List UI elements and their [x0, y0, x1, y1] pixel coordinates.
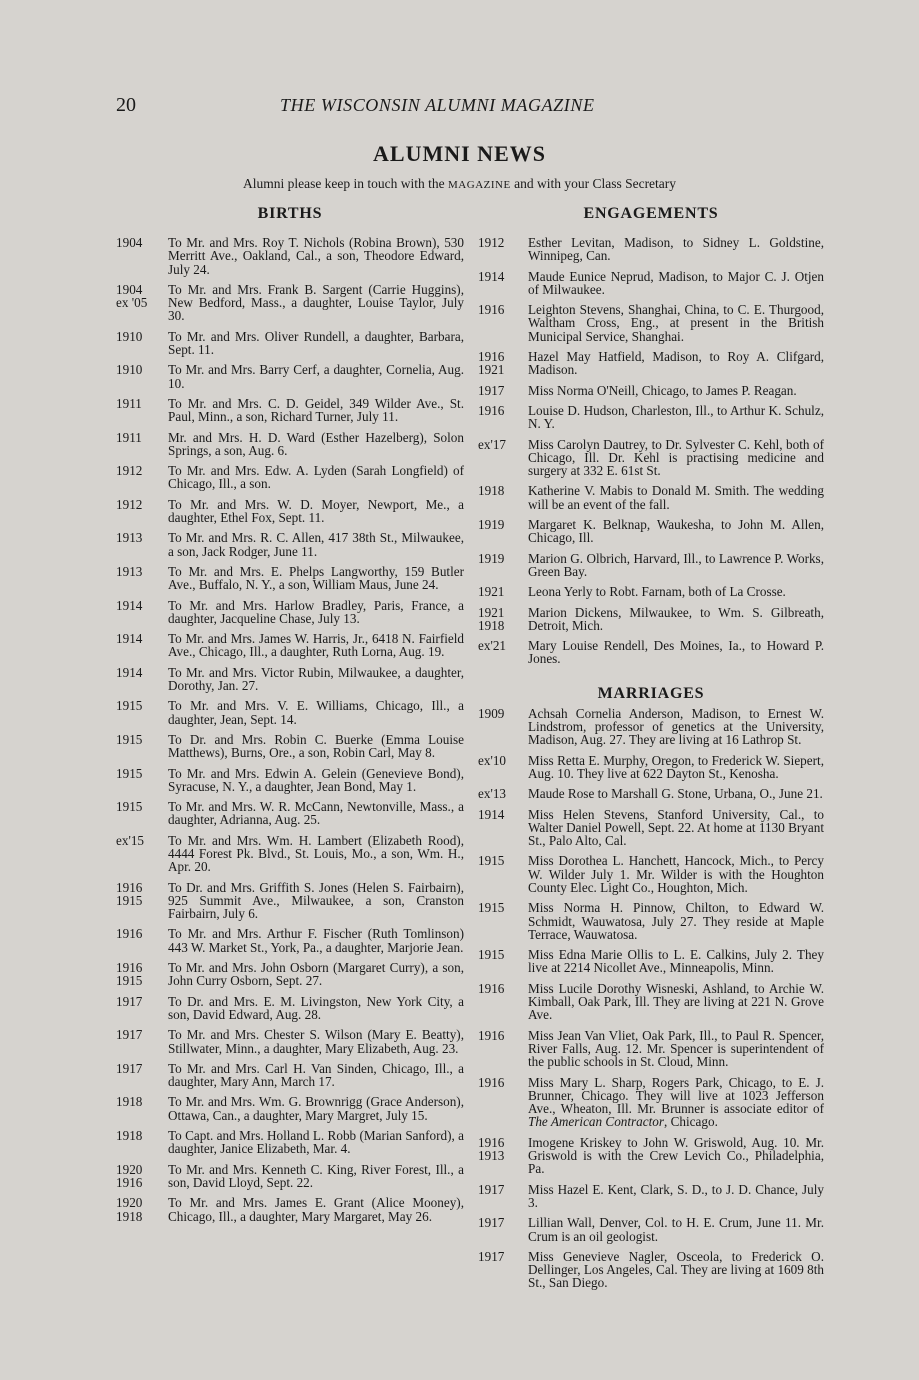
marriage-entry: [478, 1076, 824, 1129]
entry-year: 1917: [478, 1215, 505, 1231]
entry-year: 1916: [478, 402, 505, 418]
marriages-list: [478, 707, 824, 1290]
birth-entry: [116, 666, 464, 693]
entry-text: Miss Hazel E. Kent, Clark, S. D., to J. D. Chance, July 3.: [528, 1181, 824, 1210]
birth-entry: [116, 464, 464, 491]
birth-entry: [116, 397, 464, 424]
marriage-entry: [478, 901, 824, 941]
marriage-entry: [478, 1216, 824, 1243]
engagement-entry: [478, 639, 824, 666]
entry-text: To Mr. and Mrs. V. E. Williams, Chicago, Ill., a daughter, Jean, Sept. 14.: [168, 698, 464, 727]
entry-text: To Mr. and Mrs. Carl H. Van Sinden, Chicago, Ill., a daughter, Mary Ann, March 17.: [168, 1060, 464, 1090]
entry-year: 1917: [478, 1181, 505, 1197]
entry-year: 1916 1913: [478, 1134, 505, 1164]
entry-text: Imogene Kriskey to John W. Griswold, Aug. 10. Mr. Griswold is with the Crew Levich Co., Philadelphia, Pa.: [528, 1134, 824, 1177]
entry-year: 1915: [116, 765, 143, 781]
engagement-entry: [478, 585, 824, 598]
entry-text: To Mr. and Mrs. Wm. G. Brownrigg (Grace Anderson), Ottawa, Can., a daughter, Mary Margret, July 15.: [168, 1094, 464, 1123]
entry-year: 1916 1921: [478, 349, 505, 378]
entry-year: 1910: [116, 328, 143, 344]
entry-year: 1912: [116, 463, 143, 479]
entry-year: 1912: [478, 235, 505, 250]
birth-entry: [116, 1028, 464, 1055]
entry-text: To Mr. and Mrs. R. C. Allen, 417 38th St., Milwaukee, a son, Jack Rodger, June 11.: [168, 530, 464, 559]
entry-text: To Mr. and Mrs. Victor Rubin, Milwaukee, a daughter, Dorothy, Jan. 27.: [168, 664, 464, 694]
subtitle-before: Alumni please keep in touch with the: [242, 176, 449, 191]
entry-text: Louise D. Hudson, Charleston, Ill., to Arthur K. Schulz, N. Y.: [528, 402, 824, 432]
magazine-title: THE WISCONSIN ALUMNI MAGAZINE: [280, 95, 595, 115]
engagements-list: [478, 236, 824, 666]
entry-year: 1920 1916: [116, 1161, 143, 1190]
entry-year: 1921: [478, 584, 505, 600]
entry-text: To Mr. and Mrs. Chester S. Wilson (Mary E. Beatty), Stillwater, Minn., a daughter, Mary Elizabeth, Aug. 23.: [168, 1027, 464, 1056]
entry-text: Miss Genevieve Nagler, Osceola, to Frederick O. Dellinger, Los Angeles, Cal. They are living at 1609 8th St., San Diego.: [528, 1248, 824, 1291]
birth-entry: [116, 236, 464, 276]
entry-year: ex'15: [116, 832, 145, 848]
marriage-entry: [478, 1029, 824, 1069]
entry-year: 1914: [116, 597, 143, 613]
entry-year: 1915: [478, 900, 505, 916]
birth-entry: [116, 927, 464, 954]
marriage-entry: [478, 1183, 824, 1210]
entry-year: 1904: [116, 235, 143, 250]
entry-year: ex'10: [478, 752, 507, 768]
entry-year: 1919: [478, 550, 505, 566]
birth-entry: [116, 283, 464, 323]
entry-year: 1913: [116, 530, 143, 546]
entry-year: 1916: [478, 302, 505, 318]
entry-text: Miss Retta E. Murphy, Oregon, to Frederick W. Siepert, Aug. 10. They live at 622 Dayton St., Kenosha.: [528, 752, 824, 781]
engagement-entry: [478, 236, 824, 263]
marriage-entry: [478, 948, 824, 975]
entry-text: Katherine V. Mabis to Donald M. Smith. The wedding will be an event of the fall.: [528, 483, 824, 512]
entry-text: Marion G. Olbrich, Harvard, Ill., to Lawrence P. Works, Green Bay.: [528, 550, 824, 579]
birth-entry: [116, 498, 464, 525]
entry-text: To Dr. and Mrs. Griffith S. Jones (Helen S. Fairbairn), 925 Summit Ave., Milwaukee, a son, Cranston Fairbairn, July 6.: [168, 879, 464, 922]
birth-entry: [116, 632, 464, 659]
birth-entry: [116, 834, 464, 874]
birth-entry: [116, 431, 464, 458]
entry-year: 1918: [116, 1128, 143, 1144]
marriage-entry: [478, 854, 824, 894]
entry-year: 1911: [116, 429, 142, 445]
births-list: [116, 236, 464, 1223]
entry-year: 1917: [478, 382, 505, 398]
engagement-entry: [478, 404, 824, 431]
entry-text: Leona Yerly to Robt. Farnam, both of La Crosse.: [528, 584, 786, 600]
entry-year: 1917: [116, 993, 143, 1009]
entry-text: To Mr. and Mrs. James E. Grant (Alice Mooney), Chicago, Ill., a daughter, Mary Margaret, May 26.: [168, 1195, 464, 1224]
entry-text: Achsah Cornelia Anderson, Madison, to Ernest W. Lindstrom, professor of genetics at the University, Madison, Aug. 27. They are living at 16 Lathrop St.: [528, 705, 824, 748]
entry-text: Lillian Wall, Denver, Col. to H. E. Crum, June 11. Mr. Crum is an oil geologist.: [528, 1215, 824, 1244]
entry-year: 1916: [116, 926, 143, 942]
entry-text: Miss Mary L. Sharp, Rogers Park, Chicago, to E. J. Brunner, Chicago. They will live at 1023 Jefferson Ave., Wheaton, Ill. Mr. Brunner is associate editor of The American Contractor, Chicago.: [528, 1074, 824, 1130]
entry-year: 1918: [116, 1094, 143, 1110]
entry-year: 1915: [478, 853, 505, 869]
entry-text: To Mr. and Mrs. Edwin A. Gelein (Genevieve Bond), Syracuse, N. Y., a daughter, Jean Bond, May 1.: [168, 765, 464, 794]
marriage-entry: [478, 1136, 824, 1176]
entry-text: Miss Carolyn Dautrey, to Dr. Sylvester C. Kehl, both of Chicago, Ill. Dr. Kehl is practising medicine and surgery at 332 E. 61st St.: [528, 436, 824, 479]
entry-year: 1916: [478, 1027, 505, 1043]
entry-year: 1921 1918: [478, 604, 505, 633]
engagements-heading: ENGAGEMENTS: [583, 205, 719, 222]
birth-entry: [116, 599, 464, 626]
entry-text: Miss Lucile Dorothy Wisneski, Ashland, to Archie W. Kimball, Oak Park, Ill. They are living at 221 N. Grove Ave.: [528, 980, 824, 1023]
entry-year: 1920 1918: [116, 1195, 143, 1224]
entry-year: 1917: [116, 1027, 143, 1043]
births-heading: BIRTHS: [257, 205, 323, 222]
birth-entry: [116, 1196, 464, 1223]
birth-entry: [116, 565, 464, 592]
entry-text: Esther Levitan, Madison, to Sidney L. Goldstine, Winnipeg, Can.: [528, 235, 824, 264]
birth-entry: [116, 699, 464, 726]
entry-year: ex'21: [478, 638, 507, 654]
entry-text: To Mr. and Mrs. James W. Harris, Jr., 6418 N. Fairfield Ave., Chicago, Ill., a daughter, Ruth Lorna, Aug. 19.: [168, 631, 464, 660]
entry-text: To Capt. and Mrs. Holland L. Robb (Marian Sanford), a daughter, Janice Elizabeth, Mar. 4.: [168, 1128, 464, 1157]
entry-text: Miss Dorothea L. Hanchett, Hancock, Mich., to Percy W. Wilder July 1. Mr. Wilder is with the Houghton County Elec. Light Co., Houghton, Mich.: [528, 853, 824, 895]
subtitle-after: and with your Class Secretary: [510, 176, 677, 191]
entry-year: 1913: [116, 563, 143, 579]
birth-entry: [116, 800, 464, 827]
engagement-entry: [478, 303, 824, 343]
entry-year: 1916 1915: [116, 960, 143, 989]
birth-entry: [116, 961, 464, 988]
page-header: [0, 94, 919, 120]
entry-year: 1911: [116, 395, 142, 411]
entry-year: 1919: [478, 517, 505, 533]
entry-text: Miss Norma H. Pinnow, Chilton, to Edward W. Schmidt, Wauwatosa, July 27. They reside at Maple Terrace, Wauwatosa.: [528, 900, 824, 942]
entry-year: 1918: [478, 483, 505, 499]
entry-text: To Mr. and Mrs. E. Phelps Langworthy, 159 Butler Ave., Buffalo, N. Y., a son, William Maus, June 24.: [168, 563, 464, 593]
entry-text: Maude Eunice Neprud, Madison, to Major C. J. Otjen of Milwaukee.: [528, 268, 824, 297]
entry-year: 1917: [478, 1248, 505, 1264]
engagement-entry: [478, 606, 824, 633]
entry-year: 1914: [478, 268, 505, 284]
entry-year: 1915: [116, 698, 143, 714]
subtitle: [0, 176, 919, 192]
page-number: 20: [116, 94, 136, 116]
entry-text: Mary Louise Rendell, Des Moines, Ia., to Howard P. Jones.: [528, 638, 824, 667]
engagement-entry: [478, 350, 824, 377]
entry-year: 1914: [116, 664, 143, 680]
entry-year: ex'17: [478, 436, 507, 452]
marriages-heading: MARRIAGES: [597, 684, 705, 702]
entry-year: 1914: [116, 631, 143, 647]
entry-text: Margaret K. Belknap, Waukesha, to John M. Allen, Chicago, Ill.: [528, 517, 824, 546]
births-column: [116, 204, 464, 1230]
marriage-entry: [478, 754, 824, 781]
birth-entry: [116, 531, 464, 558]
entry-text: To Dr. and Mrs. E. M. Livingston, New York City, a son, David Edward, Aug. 28.: [168, 993, 464, 1022]
entry-text: To Mr. and Mrs. W. R. McCann, Newtonville, Mass., a daughter, Adrianna, Aug. 25.: [168, 799, 464, 828]
entry-text: To Mr. and Mrs. John Osborn (Margaret Curry), a son, John Curry Osborn, Sept. 27.: [168, 960, 464, 989]
birth-entry: [116, 1129, 464, 1156]
birth-entry: [116, 1163, 464, 1190]
publication-title: The American Contractor: [528, 1114, 665, 1130]
entry-year: 1904 ex '05: [116, 281, 148, 311]
entry-year: 1916: [478, 1074, 505, 1090]
entry-year: 1915: [478, 947, 505, 963]
entry-text: To Mr. and Mrs. Frank B. Sargent (Carrie Huggins), New Bedford, Mass., a daughter, Louise Taylor, July 30.: [168, 281, 464, 324]
birth-entry: [116, 1095, 464, 1122]
birth-entry: [116, 363, 464, 390]
entry-text: To Mr. and Mrs. Oliver Rundell, a daughter, Barbara, Sept. 11.: [168, 328, 464, 358]
entry-text: To Mr. and Mrs. Harlow Bradley, Paris, France, a daughter, Jacqueline Chase, July 13.: [168, 597, 464, 626]
entry-text: To Mr. and Mrs. Wm. H. Lambert (Elizabeth Rood), 4444 Forest Pk. Blvd., St. Louis, Mo., a son, Wm. H., Apr. 20.: [168, 832, 464, 875]
entry-text: Leighton Stevens, Shanghai, China, to C. E. Thurgood, Waltham Cross, Eng., at present in the British Municipal Service, Shanghai.: [528, 302, 824, 344]
entry-text: Maude Rose to Marshall G. Stone, Urbana, O., June 21.: [528, 786, 823, 802]
birth-entry: [116, 995, 464, 1022]
entry-year: 1914: [478, 806, 505, 822]
entry-year: 1916: [478, 980, 505, 996]
entry-text: To Mr. and Mrs. C. D. Geidel, 349 Wilder Ave., St. Paul, Minn., a son, Richard Turner, July 11.: [168, 395, 464, 425]
birth-entry: [116, 767, 464, 794]
subtitle-magazine: MAGAZINE: [448, 179, 511, 191]
entry-text: To Mr. and Mrs. Arthur F. Fischer (Ruth Tomlinson) 443 W. Market St., York, Pa., a daughter, Marjorie Jean.: [168, 926, 464, 955]
marriage-entry: [478, 808, 824, 848]
birth-entry: [116, 330, 464, 357]
entry-year: ex'13: [478, 786, 507, 802]
entry-text: To Mr. and Mrs. Edw. A. Lyden (Sarah Longfield) of Chicago, Ill., a son.: [168, 463, 464, 492]
entry-text: Miss Helen Stevens, Stanford University, Cal., to Walter Daniel Powell, Sept. 22. At home at 1130 Bryant St., Palo Alto, Cal.: [528, 806, 824, 849]
entry-text: To Mr. and Mrs. Roy T. Nichols (Robina Brown), 530 Merritt Ave., Oakland, Cal., a son, Theodore Edward, July 24.: [168, 235, 464, 277]
entry-year: 1912: [116, 496, 143, 512]
entry-year: 1915: [116, 731, 143, 747]
engagement-entry: [478, 552, 824, 579]
birth-entry: [116, 733, 464, 760]
marriage-entry: [478, 707, 824, 747]
entry-text: Hazel May Hatfield, Madison, to Roy A. Clifgard, Madison.: [528, 349, 824, 378]
entry-year: 1909: [478, 705, 505, 721]
entry-text: To Dr. and Mrs. Robin C. Buerke (Emma Louise Matthews), Burns, Ore., a son, Robin Carl, May 8.: [168, 731, 464, 761]
engagement-entry: [478, 270, 824, 297]
entry-text: To Mr. and Mrs. Kenneth C. King, River Forest, Ill., a son, David Lloyd, Sept. 22.: [168, 1161, 464, 1190]
entry-year: 1916 1915: [116, 879, 143, 908]
marriage-entry: [478, 982, 824, 1022]
marriage-entry: [478, 1250, 824, 1290]
entry-text: Mr. and Mrs. H. D. Ward (Esther Hazelberg), Solon Springs, a son, Aug. 6.: [168, 429, 464, 458]
marriage-entry: [478, 787, 824, 800]
entry-text: Miss Norma O'Neill, Chicago, to James P. Reagan.: [528, 382, 797, 398]
entry-text: To Mr. and Mrs. Barry Cerf, a daughter, Cornelia, Aug. 10.: [168, 362, 464, 391]
birth-entry: [116, 1062, 464, 1089]
entry-text: Marion Dickens, Milwaukee, to Wm. S. Gilbreath, Detroit, Mich.: [528, 604, 824, 633]
entry-text: To Mr. and Mrs. W. D. Moyer, Newport, Me., a daughter, Ethel Fox, Sept. 11.: [168, 496, 464, 526]
entry-year: 1917: [116, 1060, 143, 1076]
engagement-entry: [478, 438, 824, 478]
entry-year: 1915: [116, 799, 143, 815]
entry-text: Miss Jean Van Vliet, Oak Park, Ill., to Paul R. Spencer, River Falls, Aug. 12. Mr. Spencer is superintendent of the public schools in St. Cloud, Minn.: [528, 1027, 824, 1070]
birth-entry: [116, 881, 464, 921]
right-column: [478, 204, 824, 1297]
engagement-entry: [478, 484, 824, 511]
entry-year: 1910: [116, 362, 143, 378]
entry-text: Miss Edna Marie Ollis to L. E. Calkins, July 2. They live at 2214 Nicollet Ave., Minneapolis, Minn.: [528, 947, 824, 976]
engagement-entry: [478, 384, 824, 397]
engagement-entry: [478, 518, 824, 545]
page-title: ALUMNI NEWS: [373, 141, 546, 166]
